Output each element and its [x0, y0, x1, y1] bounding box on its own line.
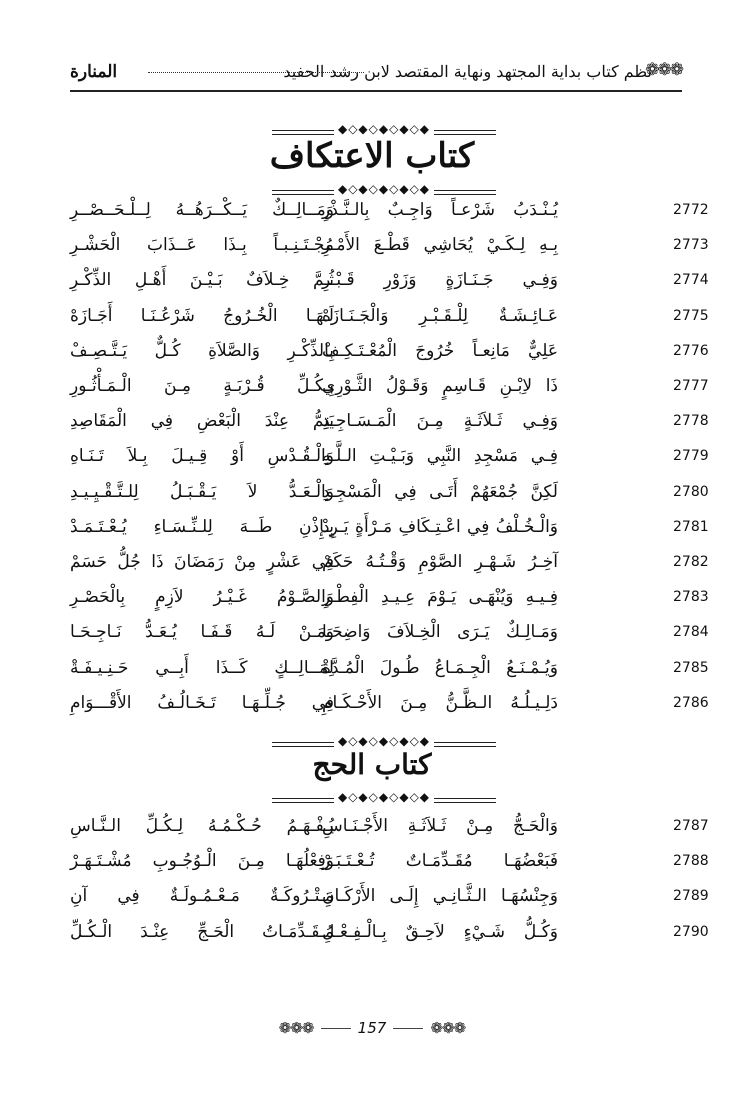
- verse-second-hemistich: بِالذِّكْـرِ وَالصَّلاَةِ كُـلٌّ يَـتَّـصِـفْ: [70, 340, 334, 361]
- diamond-ornament-icon: ◆◇◆◇◆◇◆◇◆: [334, 734, 434, 748]
- verse-second-hemistich: لَـهَـا الْخُـرُوجُ شَرْعُـنَـا أَجَـازَهْ: [70, 305, 334, 326]
- verse-second-hemistich: يَتِمُّ عِنْدَ الْبَعْضِ فِي الْمَقَاصِدِ: [70, 411, 334, 432]
- verse-first-hemistich: فِـيـهِ وَيُنْهَـى يَـوْمَ عِـيـدِ الْفِطْـرِ: [322, 587, 558, 608]
- verse-number: 2787: [673, 818, 709, 834]
- verse-first-hemistich: لَكِنَّ جُمْعَهُمْ أَتَـى فِي الْمَسْجِـدِ: [322, 481, 558, 502]
- verse-second-hemistich: يُـفْـهَـمُ حُـكْـمُـهُ لِـكُـلِّ الـنَّـاسِ: [70, 816, 334, 836]
- verse-second-hemistich: وَالصَّـوْمُ غَـيْـرُ لاَزِمٍ بِالْحَصْـرِ: [70, 587, 334, 608]
- verse-number: 2773: [673, 237, 709, 254]
- verse-number: 2786: [673, 694, 709, 711]
- verse-second-hemistich: مُـقَـدِّمَـاتُ الْحَـجِّ عِنْـدَ الْـكُـلِّ: [70, 921, 334, 942]
- verse-number: 2789: [673, 888, 709, 905]
- verse-second-hemistich: لِمَــالِــكٍ كَــذَا أَبِــي حَـنِـيـفَـةْ: [70, 657, 334, 678]
- verse-row: [70, 618, 710, 653]
- verse-first-hemistich: فَبَعْضُهَـا مُقَـدِّمَـاتٌ تُـعْـتَـبَـرْ: [322, 851, 558, 872]
- verse-first-hemistich: وَمَـالِـكٌ يَـرَى الْخِـلاَفَ وَاضِحَـا: [322, 622, 558, 643]
- verse-first-hemistich: فِـي مَسْجِدِ النَّبِي وَبَـيْـتِ الـلَّـهِ: [322, 446, 558, 467]
- verse-number: 2784: [673, 624, 709, 641]
- verse-first-hemistich: وَالْـخُـلْفُ فِي اعْـتِـكَافِ مَـرْأَةٍ يَـرِدْ: [322, 516, 558, 537]
- verse-first-hemistich: دَلِـيـلُـهُ الـظَّـنُّ مِـنَ الأَحْـكَـامِ: [322, 692, 558, 713]
- verse-row: [70, 302, 710, 337]
- verse-second-hemistich: وَالْـعَـدُّ لاَ يَـقْـبَـلُ لِلـتَّـقْـيِـيـدِ: [70, 481, 334, 502]
- header-flower-ornament-icon: ❁❁❁: [645, 60, 682, 80]
- verse-first-hemistich: وَجِنْسُهَـا الـثَّـانِـي إِلَـى الأَرْكَـانِ: [322, 886, 558, 907]
- verse-row: [70, 847, 710, 882]
- verse-row: [70, 882, 710, 917]
- verse-number: 2777: [673, 378, 709, 394]
- verse-row: [70, 689, 710, 724]
- verse-second-hemistich: وَفِعْلُهَـا مِـنَ الْـوُجُـوبِ مُشْـتَـهَـرْ: [70, 851, 334, 872]
- verse-row: [70, 337, 710, 372]
- verse-number: 2790: [673, 923, 709, 940]
- verse-row: [70, 654, 710, 689]
- verse-second-hemistich: ثُـمَّ خِـلاَفٌ بَـيْـنَ أَهْـلِ الذِّكْـرِ: [70, 270, 334, 291]
- verse-first-hemistich: وَفِـي ثَـلاَثَـةٍ مِـنَ الْمَـسَـاجِـدِ: [322, 411, 558, 432]
- verse-number: 2776: [673, 342, 709, 359]
- verse-number: 2781: [673, 518, 709, 535]
- footer-left-flower-icon: ❁❁❁: [278, 1019, 314, 1037]
- header-dotted-rule: [148, 72, 364, 73]
- verse-first-hemistich: آخِـرُ شَـهْـرِ الصَّوْمِ وَقْـتُـهُ حَكَمْ: [322, 552, 558, 572]
- section2-title: كتاب الحج: [312, 748, 432, 781]
- verse-second-hemistich: وَمَــالِــكٌ يَــكْــرَهُــهُ لِــلْـحَــصْــرِ: [70, 200, 334, 220]
- verse-second-hemistich: بِـكُـلِّ قُـرْبَـةٍ مِـنَ الْـمَـأْثُـورِ: [70, 376, 334, 396]
- verse-second-hemistich: مُجْـتَـنِـبـاً بِـذَا عَــذَابَ الْحَشْـرِ: [70, 235, 334, 256]
- page-footer: [0, 1018, 744, 1037]
- verse-first-hemistich: وَكُـلُّ شَـيْءٍ لاَحِـقٌ بِـالْـفِـعْـلِ: [322, 921, 558, 942]
- verse-first-hemistich: عَلِيٌّ مَانِعـاً خُرُوجَ الْمُعْـتَـكِـفْ: [322, 340, 558, 361]
- verse-number: 2782: [673, 554, 709, 570]
- verse-first-hemistich: وَفِـي جَـنَـازَةٍ وَزَوْرِ قَـبْـرِ: [322, 270, 558, 291]
- verse-first-hemistich: ذَا لاِبْـنِ قَـاسِمٍ وَقَـوْلُ الثَّـوْرِي: [322, 376, 558, 396]
- verse-first-hemistich: يُـنْـدَبُ شَرْعـاً وَاجِـبٌ بِالـنَّـذْرِ: [322, 200, 558, 220]
- verse-row: [70, 196, 710, 231]
- verse-number: 2783: [673, 589, 709, 606]
- verse-second-hemistich: بِـإِذْنِ طَــهَ لِلـنِّـسَـاءِ يُـعْـتَـمَـدْ: [70, 516, 334, 537]
- verse-row: [70, 513, 710, 548]
- verse-number: 2785: [673, 659, 709, 676]
- section2-bottom-ornament: [272, 786, 496, 810]
- verse-number: 2778: [673, 413, 709, 430]
- verse-number: 2788: [673, 853, 709, 870]
- footer-right-flower-icon: ❁❁❁: [430, 1019, 466, 1037]
- verse-row: [70, 407, 710, 442]
- diamond-ornament-icon: ◆◇◆◇◆◇◆◇◆: [334, 790, 434, 804]
- verse-row: [70, 812, 710, 847]
- verse-row: [70, 918, 710, 953]
- verse-row: [70, 231, 710, 266]
- header-site-name: المنارة: [70, 62, 118, 82]
- diamond-ornament-icon: ◆◇◆◇◆◇◆◇◆: [334, 122, 434, 136]
- header-underline: [70, 90, 682, 92]
- verse-first-hemistich: وَيُـمْـنَـعُ الْجِـمَـاعُ طُـولَ الْمُـدَّةْ: [322, 657, 558, 678]
- verse-second-hemistich: مَـتْـرُوكَـةٌ مَـعْـمُـولَـةٌ فِي آنِ: [70, 886, 334, 907]
- verse-row: [70, 478, 710, 513]
- verse-first-hemistich: بِـهِ لِـكَـيْ يُحَاشِي قَطْـعَ الأَمْـرِ: [322, 235, 558, 256]
- verse-second-hemistich: وَالْـقُـدْسِ أَوْ قِـيـلَ بِـلاَ تَـنَـاهِ: [70, 446, 334, 467]
- verse-number: 2780: [673, 483, 709, 500]
- page-number: 157: [357, 1019, 387, 1037]
- verse-second-hemistich: فِي جُـلِّـهَـا تَـخَـالُـفُ الأَقْـــوَامِ: [70, 692, 334, 713]
- verse-number: 2775: [673, 307, 709, 324]
- verse-row: [70, 266, 710, 301]
- section1-title: كتاب الاعتكاف: [269, 136, 475, 176]
- verse-row: [70, 372, 710, 407]
- running-header: [70, 58, 682, 88]
- verse-number: 2772: [673, 202, 709, 218]
- verse-row: [70, 583, 710, 618]
- verse-number: 2779: [673, 448, 709, 465]
- verse-row: [70, 442, 710, 477]
- header-book-title: نظم كتاب بداية المجتهد ونهاية المقتصد لابن رشد الحفيد: [283, 62, 652, 81]
- verse-first-hemistich: عَـائِـشَـةٌ لِلْـقَـبْـرِ وَالْجَـنَـازَهْ: [322, 305, 558, 326]
- verse-second-hemistich: فِي عَشْرٍ مِنْ رَمَضَانَ ذَا جُلُّ حَسَمْ: [70, 552, 334, 572]
- verse-second-hemistich: وَمَـنْ لَـهُ قَـفَـا يُـعَـدُّ نَـاجِـحَـا: [70, 622, 334, 643]
- verse-number: 2774: [673, 272, 709, 289]
- verse-first-hemistich: وَالْحَـجُّ مِـنْ ثَـلاَثَـةِ الأَجْـنَـاسِ: [322, 816, 558, 836]
- diamond-ornament-icon: ◆◇◆◇◆◇◆◇◆: [334, 182, 434, 196]
- verse-row: [70, 548, 710, 583]
